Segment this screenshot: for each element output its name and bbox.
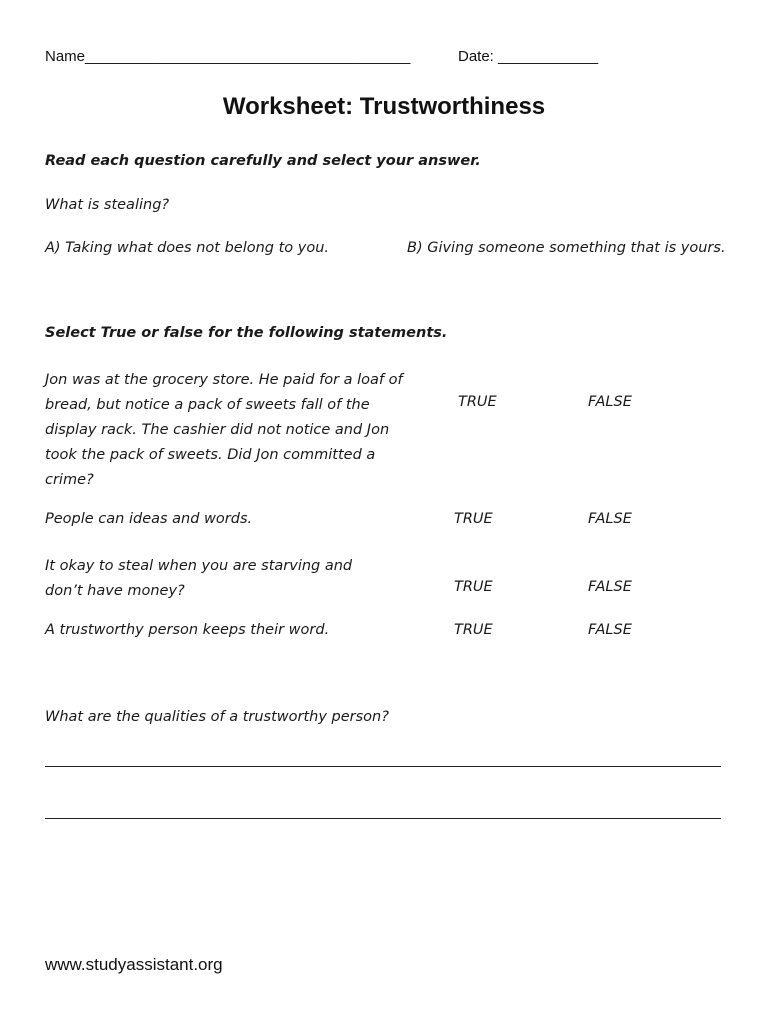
worksheet-title: Worksheet: Trustworthiness (222, 93, 546, 120)
footer-website: www.studyassistant.org (45, 955, 223, 974)
statement-4-false-option[interactable]: FALSE (588, 622, 632, 638)
answer-option-b[interactable]: B) Giving someone something that is yours. (407, 240, 726, 256)
stealing-question: What is stealing? (45, 197, 170, 213)
section1-instruction: Read each question carefully and select your answer. (45, 153, 481, 169)
statement-1-text: Jon was at the grocery store. He paid for a loaf of bread, but notice a pack of sweets fall of the display rack. The cashier did not notice and Jon took the pack of sweets. Did Jon committed a crime? (45, 372, 403, 488)
statement-4-text: A trustworthy person keeps their word. (45, 622, 330, 638)
statement-1-false-option[interactable]: FALSE (588, 394, 632, 410)
statement-2-false-option[interactable]: FALSE (588, 511, 632, 527)
statement-3-false-option[interactable]: FALSE (588, 579, 632, 595)
answer-line-2[interactable] (45, 818, 721, 819)
name-field-label: Name_______________________________________ (45, 48, 411, 65)
statement-4-true-option[interactable]: TRUE (454, 622, 493, 638)
statement-2-text: People can ideas and words. (45, 511, 253, 527)
statement-2-true-option[interactable]: TRUE (454, 511, 493, 527)
answer-line-1[interactable] (45, 766, 721, 767)
date-field-label: Date: ____________ (458, 48, 599, 65)
statement-1-true-option[interactable]: TRUE (458, 394, 497, 410)
statement-3-true-option[interactable]: TRUE (454, 579, 493, 595)
statement-3-text: It okay to steal when you are starving and don’t have money? (45, 558, 353, 599)
answer-option-a[interactable]: A) Taking what does not belong to you. (45, 240, 330, 256)
qualities-question: What are the qualities of a trustworthy person? (45, 709, 389, 725)
section2-instruction: Select True or false for the following statements. (45, 325, 448, 341)
